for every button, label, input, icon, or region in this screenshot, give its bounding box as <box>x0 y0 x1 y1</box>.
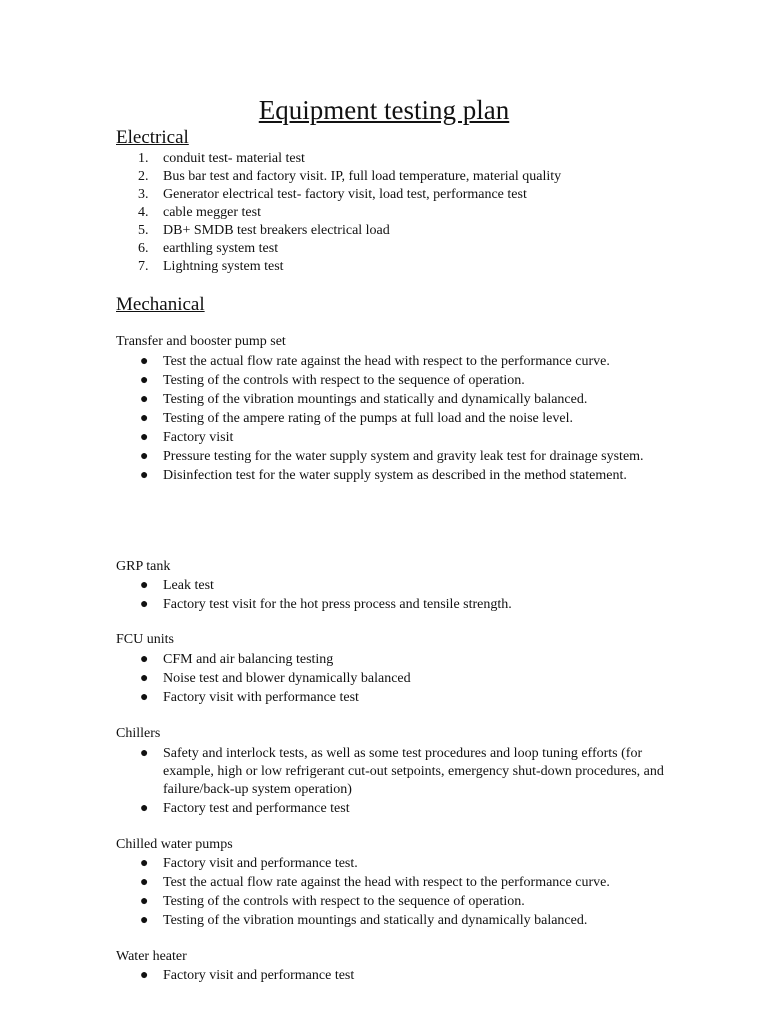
item-text: Factory visit and performance test <box>163 968 355 983</box>
bullet-icon: ● <box>140 856 149 871</box>
bullet-list <box>116 577 676 615</box>
bullet-icon: ● <box>140 392 149 407</box>
list-item <box>116 874 676 892</box>
list-item <box>116 967 676 985</box>
item-text: Test the actual flow rate against the head with respect to the performance curve. <box>163 875 610 890</box>
section-label: Chilled water pumps <box>116 837 233 852</box>
item-text: Leak test <box>163 578 214 593</box>
item-number: 5. <box>138 223 149 238</box>
bullet-list <box>116 745 676 819</box>
list-item <box>116 800 676 818</box>
bullet-list <box>116 855 676 931</box>
item-text: Bus bar test and factory visit. IP, full load temperature, material quality <box>163 169 562 184</box>
item-number: 4. <box>138 205 149 220</box>
list-item <box>116 596 676 614</box>
list-item <box>116 689 676 707</box>
bullet-icon: ● <box>140 597 149 612</box>
list-item <box>116 855 676 873</box>
item-text: Factory visit with performance test <box>163 690 359 705</box>
bullet-icon: ● <box>140 411 149 426</box>
list-item <box>116 893 676 911</box>
section-label: Chillers <box>116 726 161 741</box>
item-text: Testing of the vibration mountings and statically and dynamically balanced. <box>163 392 588 407</box>
list-item <box>116 353 676 371</box>
list-item <box>116 745 676 799</box>
bullet-icon: ● <box>140 690 149 705</box>
list-item <box>116 577 676 595</box>
item-text: Safety and interlock tests, as well as some test procedures and loop tuning efforts (for example, high or low refrigerant cut-out setpoints, emergency shut-down procedures, and failure/back-up system operation) <box>163 746 664 797</box>
item-text: Testing of the ampere rating of the pumps at full load and the noise level. <box>163 411 573 426</box>
list-item <box>116 651 676 669</box>
item-text: conduit test- material test <box>163 151 305 166</box>
item-text: Factory test visit for the hot press process and tensile strength. <box>163 597 512 612</box>
item-number: 1. <box>138 151 149 166</box>
bullet-list <box>116 353 676 486</box>
section-label: GRP tank <box>116 559 171 574</box>
section-label: Transfer and booster pump set <box>116 334 286 349</box>
bullet-list <box>116 967 676 986</box>
bullet-icon: ● <box>140 449 149 464</box>
document-title: Equipment testing plan <box>258 95 510 125</box>
item-text: Factory visit and performance test. <box>163 856 358 871</box>
section-label: Water heater <box>116 949 187 964</box>
bullet-icon: ● <box>140 578 149 593</box>
list-item <box>116 912 676 930</box>
bullet-icon: ● <box>140 875 149 890</box>
item-number: 3. <box>138 187 149 202</box>
section-label: FCU units <box>116 632 174 647</box>
item-text: Pressure testing for the water supply system and gravity leak test for drainage system. <box>163 449 644 464</box>
bullet-icon: ● <box>140 913 149 928</box>
item-text: Disinfection test for the water supply system as described in the method statement. <box>163 468 627 483</box>
bullet-icon: ● <box>140 746 149 761</box>
item-text: Testing of the vibration mountings and statically and dynamically balanced. <box>163 913 588 928</box>
bullet-icon: ● <box>140 801 149 816</box>
mechanical-heading: Mechanical <box>116 294 205 315</box>
item-text: earthling system test <box>163 241 279 256</box>
item-number: 2. <box>138 169 149 184</box>
item-number: 7. <box>138 259 149 274</box>
item-text: Testing of the controls with respect to the sequence of operation. <box>163 373 525 388</box>
item-text: Generator electrical test- factory visit, load test, performance test <box>163 187 527 202</box>
item-text: Factory test and performance test <box>163 801 350 816</box>
bullet-icon: ● <box>140 354 149 369</box>
bullet-icon: ● <box>140 652 149 667</box>
list-item <box>116 467 676 485</box>
item-number: 6. <box>138 241 149 256</box>
electrical-heading: Electrical <box>116 127 189 148</box>
item-text: Noise test and blower dynamically balanced <box>163 671 411 686</box>
item-text: cable megger test <box>163 205 261 220</box>
item-text: Test the actual flow rate against the head with respect to the performance curve. <box>163 354 610 369</box>
item-text: CFM and air balancing testing <box>163 652 334 667</box>
list-item <box>116 410 676 428</box>
list-item <box>116 429 676 447</box>
item-text: Testing of the controls with respect to the sequence of operation. <box>163 894 525 909</box>
bullet-icon: ● <box>140 468 149 483</box>
item-text: Factory visit <box>163 430 234 445</box>
item-text: DB+ SMDB test breakers electrical load <box>163 223 390 238</box>
bullet-icon: ● <box>140 373 149 388</box>
item-text: Lightning system test <box>163 259 284 274</box>
list-item <box>116 448 676 466</box>
list-item <box>116 372 676 390</box>
bullet-icon: ● <box>140 968 149 983</box>
list-item <box>116 391 676 409</box>
bullet-icon: ● <box>140 894 149 909</box>
bullet-list <box>116 651 676 708</box>
bullet-icon: ● <box>140 671 149 686</box>
list-item <box>116 670 676 688</box>
bullet-icon: ● <box>140 430 149 445</box>
